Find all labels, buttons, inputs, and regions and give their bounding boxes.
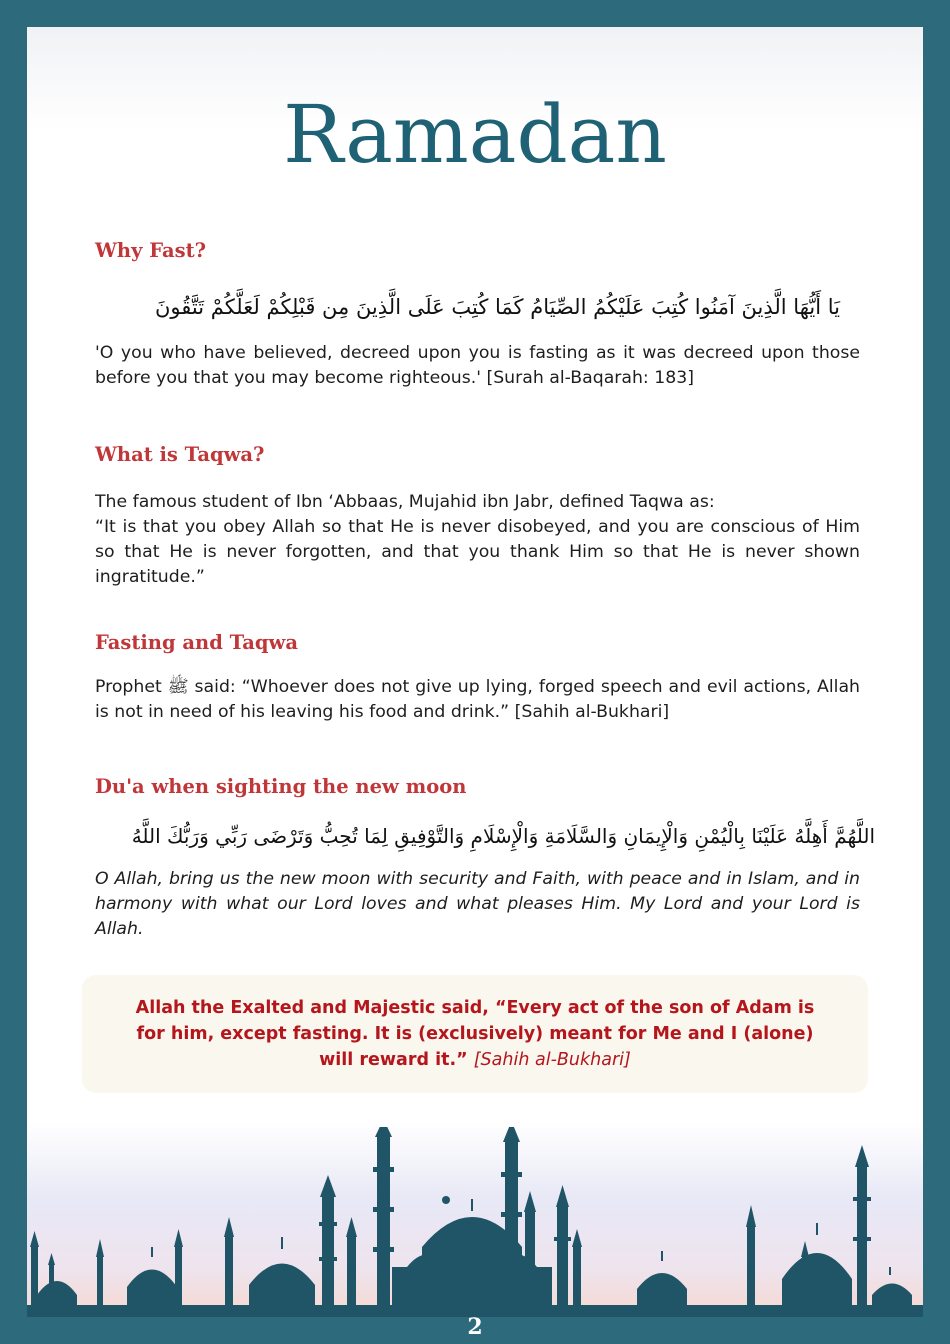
page-title: Ramadan xyxy=(283,88,667,181)
heading-why-fast: Why Fast? xyxy=(95,239,207,262)
hadith-fasting-text: Prophet ﷺ said: “Whoever does not give up lying, forged speech and evil actions, Allah is not in need of his leaving his food and drink.” [Sahih al-Bukhari] xyxy=(95,677,860,722)
mosque-skyline-silhouette xyxy=(27,1127,923,1317)
heading-fasting-and-taqwa: Fasting and Taqwa xyxy=(95,631,298,654)
taqwa-intro: The famous student of Ibn ‘Abbaas, Mujahid ibn Jabr, defined Taqwa as: xyxy=(95,492,715,512)
highlight-quote-source: [Sahih al-Bukhari] xyxy=(473,1050,631,1070)
dua-arabic: اللَّهُمَّ أَهِلَّهُ عَلَيْنَا بِالْيُمْنِ وَالْإِيمَانِ وَالسَّلَامَةِ وَالْإِسْلَامِ وَالتَّوْفِيقِ لِمَا تُحِبُّ وَتَرْضَى رَبِّي وَرَبُّكَ اللَّهُ xyxy=(131,824,875,848)
highlight-quote xyxy=(122,995,828,1073)
taqwa-definition: “It is that you obey Allah so that He is never disobeyed, and you are conscious of Him so that He is never forgotten, and that you thank Him so that He is never shown ingratitude.” xyxy=(95,517,860,587)
dua-translation: O Allah, bring us the new moon with security and Faith, with peace and in Islam, and in harmony with what our Lord loves and what pleases Him. My Lord and your Lord is Allah. xyxy=(95,869,860,939)
quran-verse-translation: 'O you who have believed, decreed upon you is fasting as it was decreed upon those before you that you may become righteous.' [Surah al-Baqarah: 183] xyxy=(95,343,860,388)
highlight-quote-box xyxy=(82,975,868,1093)
page xyxy=(27,27,923,1317)
heading-what-is-taqwa: What is Taqwa? xyxy=(95,443,265,466)
quran-verse-arabic: يَا أَيُّهَا الَّذِينَ آمَنُوا كُتِبَ عَلَيْكُمُ الصِّيَامُ كَمَا كُتِبَ عَلَى الَّذِينَ مِن قَبْلِكُمْ لَعَلَّكُمْ تَتَّقُونَ xyxy=(154,295,840,319)
heading-dua-new-moon: Du'a when sighting the new moon xyxy=(95,775,467,798)
highlight-quote-text: Allah the Exalted and Majestic said, “Every act of the son of Adam is for him, except fasting. It is (exclusively) meant for Me and I (alone) will reward it.” xyxy=(135,998,815,1070)
page-number: 2 xyxy=(467,1314,483,1340)
